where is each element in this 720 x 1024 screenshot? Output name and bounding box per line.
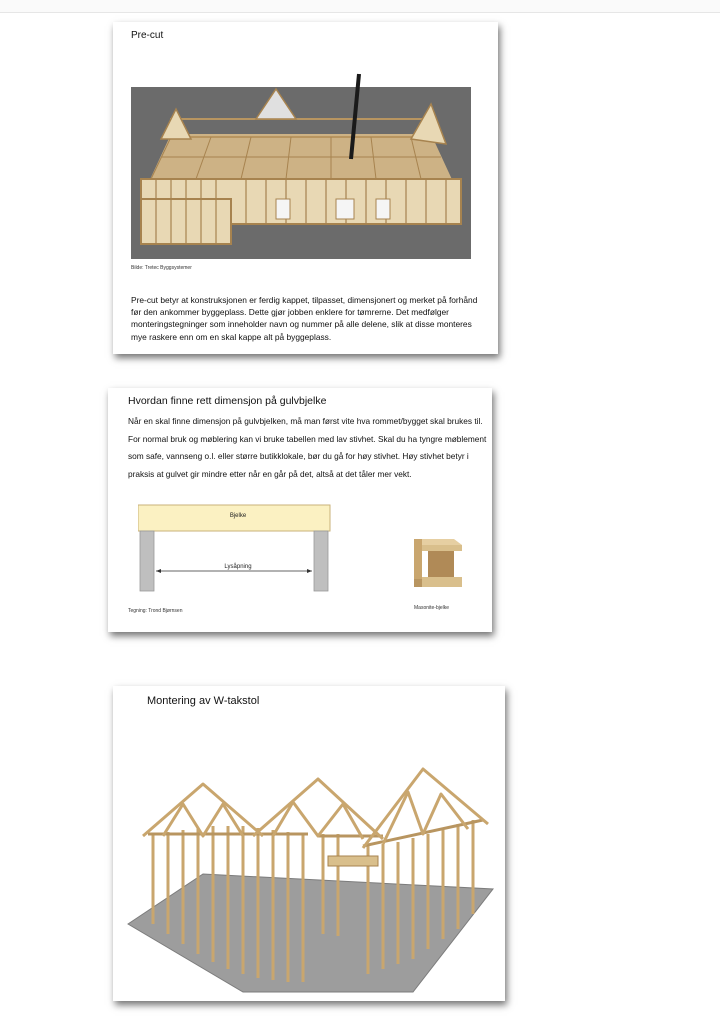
drawing-credit: Tegning: Trond Bjørnsen	[128, 608, 183, 614]
slide-body-text: Når en skal finne dimensjon på gulvbjelken, må man først vite hva rommet/bygget skal brukes til. For normal bruk og møblering kan vi bruke tabellen med lav stivhet. Skal du ha tyngre møblement som safe, vannseng o.l. eller større butikklokale, bør du gå for høy stivhet. Høy stivhet betyr i praksis at gulvet gir mindre etter når en går på det, altså at det tåler mer vekt.	[128, 416, 487, 479]
ibeam-caption: Masonite-bjelke	[414, 605, 450, 611]
slide-pre-cut	[113, 22, 498, 354]
image-credit: Bilde: Tretec Byggsystemer	[131, 265, 192, 271]
slide-title: Pre-cut	[131, 30, 164, 41]
w-truss-house-frame-image	[123, 764, 495, 994]
span-label: Lysåpning	[224, 564, 252, 570]
slide-body-text: Pre-cut betyr at konstruksjonen er ferdig kappet, tilpasset, dimensjonert og merket på forhånd før den ankommer byggeplass. Dette gjør jobben enklere for tømrerne. Det medfølger monteringstegninger som inneholder navn og nummer på alle delene, slik at disse monteres mye raskere enn om en skal kappe alt på byggeplass.	[131, 295, 478, 342]
masonite-ibeam-image	[410, 535, 466, 591]
beam-label: Bjelke	[229, 513, 247, 519]
slide-title: Montering av W-takstol	[147, 695, 260, 707]
slide-title: Hvordan finne rett dimensjon på gulvbjelke	[128, 395, 327, 407]
pre-cut-house-frame-image	[131, 49, 471, 259]
slide-w-truss-assembly	[113, 686, 505, 1001]
viewer-top-bar	[0, 0, 720, 13]
slide-floor-joist-dimension	[108, 388, 492, 632]
